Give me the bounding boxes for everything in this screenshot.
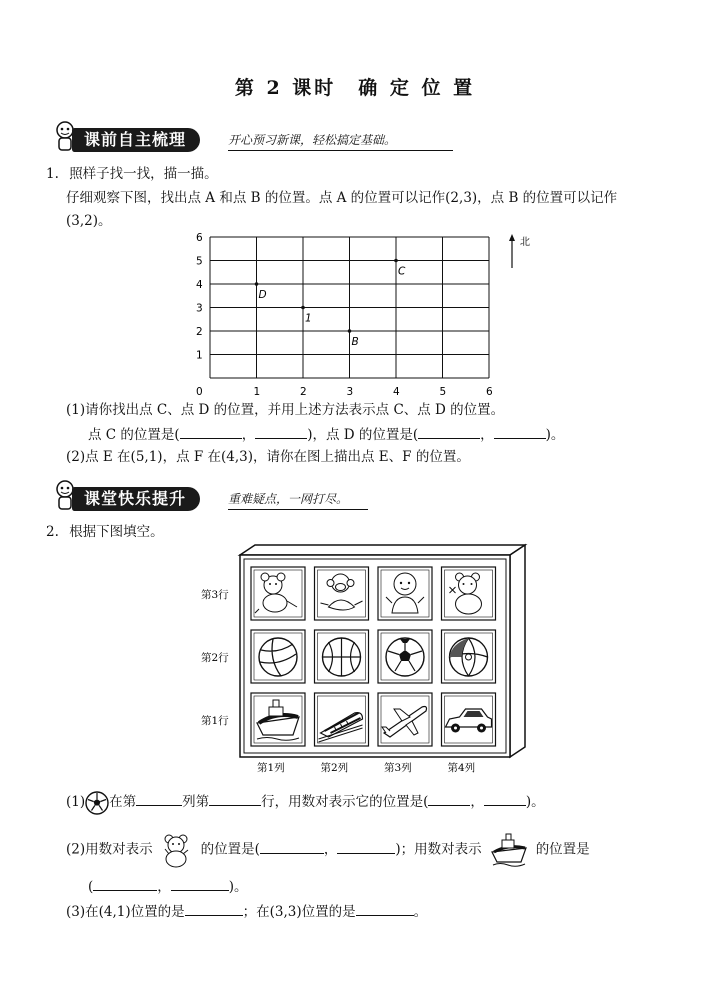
beach-ball-icon <box>450 638 488 676</box>
answer-blank-column[interactable] <box>136 791 182 806</box>
y-tick-label: 3 <box>196 302 203 315</box>
shelf-cell <box>251 630 305 683</box>
answer-blank-row[interactable] <box>209 791 261 806</box>
section-banner-preview <box>50 128 450 154</box>
q1-line1: 仔细观察下图，找出点 A 和点 B 的位置。点 A 的位置可以记作(2,3)，点 B 的位置可以记作 <box>66 190 618 206</box>
shelf-cell <box>442 693 496 746</box>
shelf-cell <box>251 567 305 620</box>
column-label: 第3列 <box>384 762 412 774</box>
x-tick-label: 6 <box>486 386 493 398</box>
x-tick-labels <box>196 386 493 398</box>
text-fragment: (1) <box>66 794 86 810</box>
answer-blank-c-x[interactable] <box>180 424 242 439</box>
volleyball-icon <box>259 638 297 676</box>
slogan-underline <box>228 509 368 510</box>
text-fragment: ， <box>470 794 484 810</box>
grid-point <box>394 259 398 263</box>
section-label: 课堂快乐提升 <box>72 487 200 511</box>
answer-blank-ship-y[interactable] <box>171 876 229 891</box>
north-label: 北 <box>520 237 530 248</box>
text-fragment: (3)在(4,1)位置的是 <box>66 904 185 920</box>
row-label: 第1行 <box>201 715 229 727</box>
text-fragment: ( <box>88 879 94 895</box>
text-fragment: )。 <box>545 427 565 443</box>
shelf-cell <box>251 693 305 746</box>
shelf-column-labels <box>257 761 475 774</box>
y-tick-label: 4 <box>196 279 203 291</box>
grid-point <box>255 282 259 286</box>
q2-sub2-line2 <box>88 876 248 897</box>
text-fragment: 列第 <box>182 794 210 810</box>
y-tick-label: 1 <box>196 349 203 362</box>
section-slogan: 重难疑点，一网打尽。 <box>228 492 349 506</box>
y-tick-label: 5 <box>196 255 203 268</box>
answer-blank-4-1[interactable] <box>185 901 243 916</box>
x-tick-label: 3 <box>346 386 354 398</box>
shelf-cell <box>378 567 432 620</box>
row-label: 第2行 <box>201 652 229 664</box>
text-fragment: )。 <box>525 794 545 810</box>
q2-prompt-text: 根据下图填空。 <box>69 524 164 540</box>
answer-blank-c-y[interactable] <box>255 424 307 439</box>
basketball-icon <box>323 638 361 676</box>
coordinate-grid <box>190 228 550 398</box>
column-label: 第4列 <box>447 762 476 774</box>
answer-blank-bear-y[interactable] <box>337 839 395 854</box>
answer-blank-d-y[interactable] <box>494 424 546 439</box>
text-fragment: ， <box>480 427 494 443</box>
shelf-cell <box>315 693 369 746</box>
q1-prompt-text: 照样子找一找，描一描。 <box>69 166 218 182</box>
q2-prompt <box>46 522 164 542</box>
y-tick-label: 6 <box>196 232 203 244</box>
text-fragment: 行，用数对表示它的位置是( <box>261 794 429 810</box>
shelf-cell <box>442 630 496 683</box>
text-fragment: ， <box>323 841 338 858</box>
slogan-underline <box>228 150 453 151</box>
section-banner-practice <box>50 487 410 513</box>
q1-number: 1. <box>46 166 59 182</box>
toy-shelf <box>195 543 535 775</box>
x-tick-label: 0 <box>196 386 203 398</box>
q1-sub1a: (1)请你找出点 C、点 D 的位置，并用上述方法表示点 C、点 D 的位置。 <box>66 402 505 418</box>
answer-blank-ship-x[interactable] <box>93 876 157 891</box>
text-fragment: ， <box>157 879 171 895</box>
point-label: C <box>398 265 406 278</box>
text-fragment: 在第 <box>109 794 137 810</box>
grid-lines <box>210 237 489 378</box>
q2-sub1 <box>66 790 545 815</box>
q1-sub1b <box>88 424 564 445</box>
soccer-ball-icon <box>85 791 109 815</box>
text-fragment: 点 C 的位置是( <box>88 427 180 443</box>
text-fragment: )；用数对表示 <box>395 841 482 858</box>
text-fragment: ， <box>241 427 256 443</box>
north-arrow <box>509 234 530 268</box>
text-fragment: (2)用数对表示 <box>66 841 153 858</box>
column-label: 第2列 <box>320 762 349 774</box>
text-fragment: )，点 D 的位置是( <box>307 427 419 443</box>
x-tick-label: 4 <box>393 386 400 398</box>
shelf-cell <box>378 630 432 683</box>
soccer-ball-icon <box>386 638 424 676</box>
q2-sub2 <box>66 832 590 868</box>
grid-point <box>301 306 305 310</box>
row-label: 第3行 <box>201 589 229 601</box>
x-tick-label: 1 <box>253 386 261 398</box>
point-label: B <box>351 336 359 348</box>
answer-blank-y[interactable] <box>484 791 526 806</box>
answer-blank-d-x[interactable] <box>418 424 480 439</box>
grid-point <box>348 329 352 333</box>
grid-points <box>255 259 406 348</box>
q1-line2: (3,2)。 <box>66 213 112 229</box>
shelf-cell <box>315 630 369 683</box>
text-fragment: 的位置是( <box>200 841 260 858</box>
answer-blank-3-3[interactable] <box>356 901 414 916</box>
answer-blank-x[interactable] <box>428 791 470 806</box>
x-tick-label: 5 <box>439 386 447 398</box>
y-tick-labels <box>196 232 203 362</box>
text-fragment: ；在(3,3)位置的是 <box>242 904 356 920</box>
point-label: D <box>258 289 267 301</box>
q1-prompt <box>46 164 218 184</box>
shelf-row-labels <box>201 588 229 727</box>
point-label: 1 <box>305 312 312 325</box>
shelf-cell <box>315 567 369 620</box>
shelf-cell <box>378 693 432 746</box>
shelf-cell <box>442 567 496 620</box>
text-fragment: )。 <box>228 879 248 895</box>
section-slogan: 开心预习新课，轻松搞定基础。 <box>228 133 397 147</box>
q2-number: 2. <box>46 524 59 540</box>
answer-blank-bear-x[interactable] <box>260 839 324 854</box>
page-title: 第 2 课时 确 定 位 置 <box>234 77 476 99</box>
y-tick-label: 2 <box>196 326 203 338</box>
ship-icon <box>488 832 530 868</box>
section-label: 课前自主梳理 <box>72 128 200 152</box>
text-fragment: 的位置是 <box>535 841 590 858</box>
teddy-bear-icon <box>159 832 195 868</box>
column-label: 第1列 <box>257 762 285 774</box>
q1-sub2: (2)点 E 在(5,1)，点 F 在(4,3)，请你在图上描出点 E、F 的位置。 <box>66 449 470 465</box>
x-tick-label: 2 <box>300 386 307 398</box>
text-fragment: 。 <box>413 904 428 920</box>
q2-sub3 <box>66 901 427 922</box>
